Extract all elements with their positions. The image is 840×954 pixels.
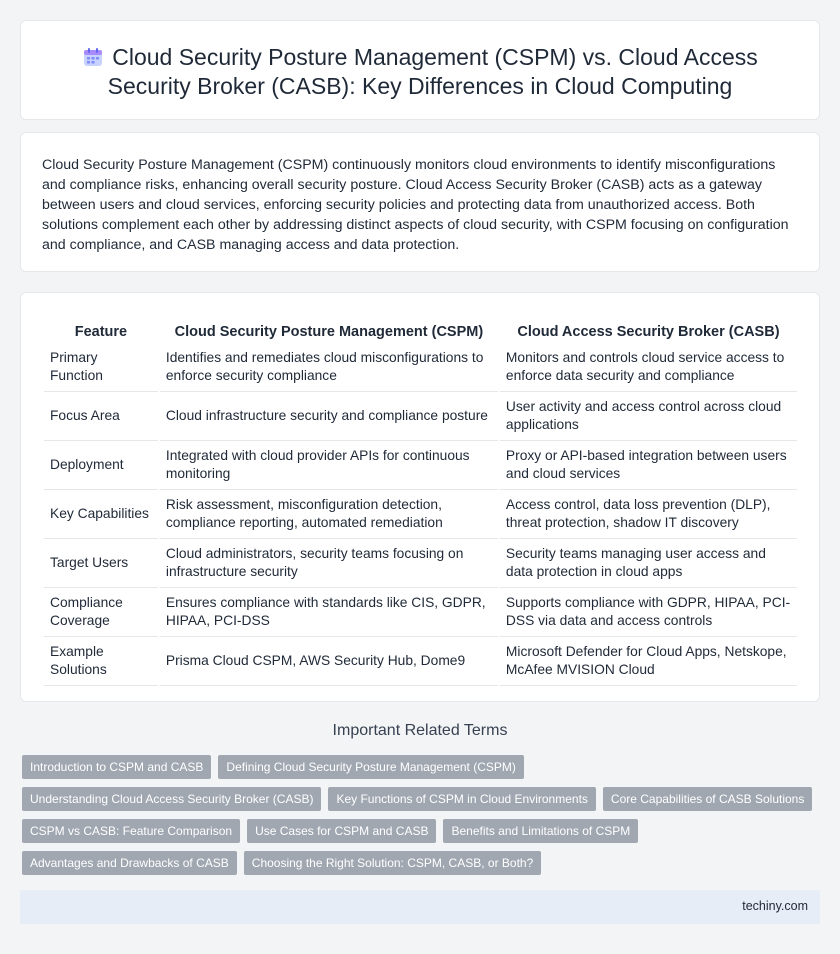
comparison-table [42, 314, 799, 686]
intro-card [20, 132, 820, 272]
row-casb: User activity and access control across cloud applications [500, 392, 797, 441]
table-row [44, 539, 797, 588]
table-row [44, 588, 797, 637]
row-feature: Compliance Coverage [44, 588, 158, 637]
row-cspm: Prisma Cloud CSPM, AWS Security Hub, Dome9 [160, 637, 498, 686]
related-term-tag[interactable]: Defining Cloud Security Posture Management (CSPM) [218, 755, 523, 779]
row-casb: Monitors and controls cloud service access to enforce data security and compliance [500, 343, 797, 392]
table-row [44, 392, 797, 441]
footer [20, 890, 820, 924]
row-casb: Security teams managing user access and data protection in cloud apps [500, 539, 797, 588]
related-term-tag[interactable]: Key Functions of CSPM in Cloud Environments [328, 787, 595, 811]
row-casb: Proxy or API-based integration between users and cloud services [500, 441, 797, 490]
row-casb: Supports compliance with GDPR, HIPAA, PCI-DSS via data and access controls [500, 588, 797, 637]
related-term-tag[interactable]: Use Cases for CSPM and CASB [247, 819, 436, 843]
row-cspm: Identifies and remediates cloud misconfigurations to enforce security compliance [160, 343, 498, 392]
header-casb: Cloud Access Security Broker (CASB) [517, 323, 780, 340]
related-term-tag[interactable]: Understanding Cloud Access Security Broker (CASB) [22, 787, 321, 811]
row-feature: Target Users [44, 539, 158, 588]
related-term-tag[interactable]: Benefits and Limitations of CSPM [443, 819, 638, 843]
related-terms-heading: Important Related Terms [332, 722, 508, 739]
row-cspm: Risk assessment, misconfiguration detection, compliance reporting, automated remediation [160, 490, 498, 539]
related-term-tag[interactable]: Advantages and Drawbacks of CASB [22, 851, 237, 875]
row-cspm: Cloud infrastructure security and compliance posture [160, 392, 498, 441]
header-feature: Feature [74, 323, 128, 340]
title-card [20, 20, 820, 120]
row-feature: Example Solutions [44, 637, 158, 686]
row-casb: Access control, data loss prevention (DLP), threat protection, shadow IT discovery [500, 490, 797, 539]
row-feature: Key Capabilities [44, 490, 158, 539]
table-row [44, 490, 797, 539]
calendar-icon [82, 46, 104, 68]
related-term-tag[interactable]: Introduction to CSPM and CASB [22, 755, 211, 779]
table-header-row [44, 314, 797, 343]
table-row [44, 441, 797, 490]
page-title-text: Cloud Security Posture Management (CSPM) vs. Cloud Access Security Broker (CASB): Key Differences in Cloud Computing [107, 44, 758, 99]
table-row [44, 343, 797, 392]
related-term-tag[interactable]: Choosing the Right Solution: CSPM, CASB, or Both? [244, 851, 541, 875]
row-cspm: Ensures compliance with standards like CIS, GDPR, HIPAA, PCI-DSS [160, 588, 498, 637]
row-feature: Primary Function [44, 343, 158, 392]
related-terms [22, 755, 822, 883]
related-term-tag[interactable]: CSPM vs CASB: Feature Comparison [22, 819, 240, 843]
row-cspm: Cloud administrators, security teams focusing on infrastructure security [160, 539, 498, 588]
intro-paragraph: Cloud Security Posture Management (CSPM) continuously monitors cloud environments to identify misconfigurations and compliance risks, enhancing overall security posture. Cloud Access Security Broker (CASB) acts as a gateway between users and cloud services, enforcing security policies and protecting data from unauthorized access. Both solutions complement each other by addressing distinct aspects of cloud security, with CSPM focusing on configuration and compliance, and CASB managing access and data protection. [42, 157, 789, 253]
related-term-tag[interactable]: Core Capabilities of CASB Solutions [603, 787, 812, 811]
row-cspm: Integrated with cloud provider APIs for continuous monitoring [160, 441, 498, 490]
page-title [61, 43, 779, 101]
table-row [44, 637, 797, 686]
footer-site-link[interactable]: techiny.com [742, 899, 808, 913]
row-feature: Focus Area [44, 392, 158, 441]
header-cspm: Cloud Security Posture Management (CSPM) [174, 323, 484, 340]
comparison-card [20, 292, 820, 702]
row-feature: Deployment [44, 441, 158, 490]
row-casb: Microsoft Defender for Cloud Apps, Netskope, McAfee MVISION Cloud [500, 637, 797, 686]
